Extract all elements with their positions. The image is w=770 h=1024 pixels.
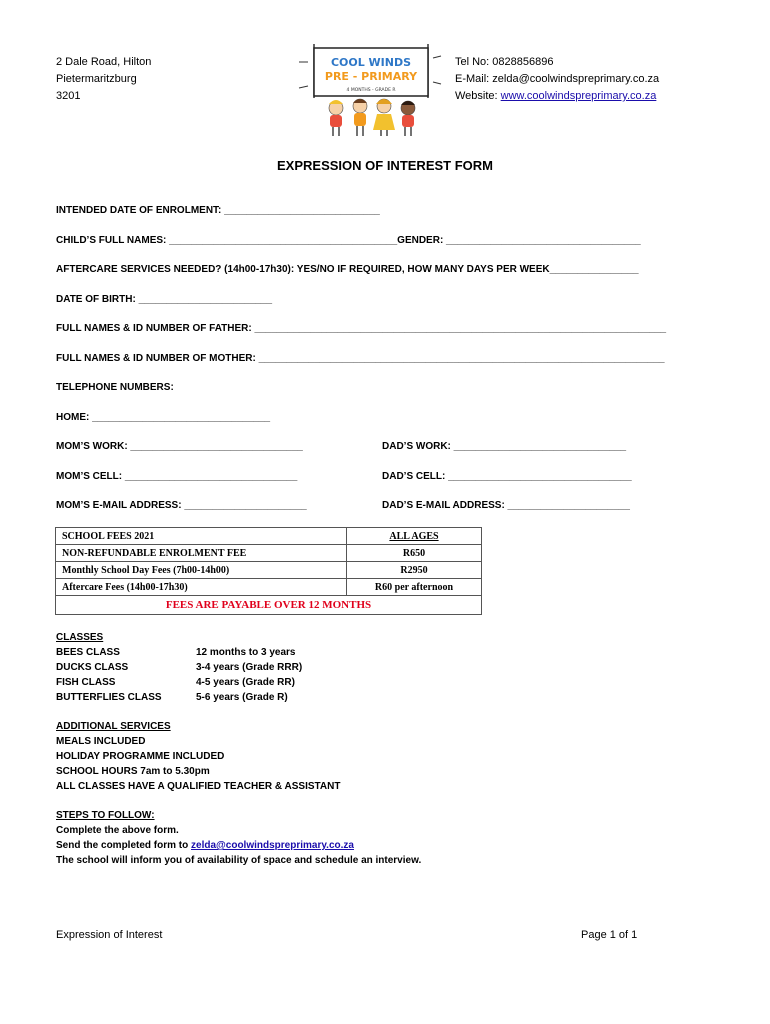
steps-section [56, 808, 421, 868]
class-name: BEES CLASS [56, 647, 120, 658]
table-row [56, 579, 482, 596]
fee-value: R2950 [347, 562, 482, 579]
date-of-birth-field[interactable]: DATE OF BIRTH: ________________________ [56, 294, 273, 305]
table-row [56, 545, 482, 562]
list-item: HOLIDAY PROGRAMME INCLUDED [56, 751, 225, 762]
dads-work-field[interactable]: DAD’S WORK: _______________________________ [382, 441, 627, 452]
home-phone-field[interactable]: HOME: ________________________________ [56, 412, 271, 423]
fees-payable-note: FEES ARE PAYABLE OVER 12 MONTHS [56, 596, 482, 615]
step-item: Complete the above form. [56, 825, 179, 836]
table-row [56, 562, 482, 579]
class-name: DUCKS CLASS [56, 662, 129, 673]
table-row [56, 596, 482, 615]
class-age: 5-6 years (Grade R) [196, 692, 288, 703]
children-illustration [329, 99, 415, 136]
step-text: Send the completed form to [56, 840, 192, 851]
school-address [56, 54, 151, 105]
dads-cell-field[interactable]: DAD’S CELL: _________________________________ [382, 471, 632, 482]
fees-table [55, 527, 482, 615]
logo-text-line1: COOL WINDS [330, 56, 412, 69]
website-link[interactable]: www.coolwindspreprimary.co.za [500, 90, 657, 102]
address-line: 2 Dale Road, Hilton [56, 56, 152, 68]
class-name: FISH CLASS [56, 677, 116, 688]
telephone-numbers-label: TELEPHONE NUMBERS: [56, 382, 174, 393]
classes-heading: CLASSES [56, 632, 104, 643]
additional-services-heading: ADDITIONAL SERVICES [56, 721, 171, 732]
fees-header-label: SCHOOL FEES 2021 [56, 528, 347, 545]
list-item: ALL CLASSES HAVE A QUALIFIED TEACHER & ASSISTANT [56, 781, 341, 792]
moms-cell-field[interactable]: MOM’S CELL: _______________________________ [56, 471, 298, 482]
website-label: Website: [455, 90, 501, 102]
aftercare-field[interactable]: AFTERCARE SERVICES NEEDED? (14h00-17h30): YES/NO IF REQUIRED, HOW MANY DAYS PER WEEK________________ [56, 264, 639, 275]
class-names [56, 645, 162, 705]
step-item: The school will inform you of availability of space and schedule an interview. [56, 855, 422, 866]
step-item [56, 838, 421, 853]
logo-text-line3: 4 MONTHS - GRADE R [346, 88, 396, 93]
page-title: EXPRESSION OF INTEREST FORM [277, 158, 493, 173]
enrolment-date-field[interactable]: INTENDED DATE OF ENROLMENT: ____________________________ [56, 205, 380, 216]
logo-text-line2: PRE - PRIMARY [324, 70, 418, 83]
footer-left: Expression of Interest [56, 929, 163, 941]
school-contact [455, 54, 659, 105]
telephone-number: Tel No: 0828856896 [455, 56, 554, 68]
father-details-field[interactable]: FULL NAMES & ID NUMBER OF FATHER: __________________________________________________________________________ [56, 323, 667, 334]
list-item: MEALS INCLUDED [56, 736, 146, 747]
class-age: 4-5 years (Grade RR) [196, 677, 295, 688]
class-age: 12 months to 3 years [196, 647, 296, 658]
moms-email-field[interactable]: MOM’S E-MAIL ADDRESS: ______________________ [56, 500, 307, 511]
mother-details-field[interactable]: FULL NAMES & ID NUMBER OF MOTHER: _________________________________________________________________________ [56, 353, 665, 364]
email-link[interactable]: zelda@coolwindspreprimary.co.za [191, 840, 354, 851]
child-names-field[interactable]: CHILD’S FULL NAMES: _________________________________________GENDER: ___________________________________ [56, 235, 641, 246]
class-ages [196, 645, 302, 705]
address-line: Pietermaritzburg [56, 73, 137, 85]
website-line [455, 88, 659, 105]
fee-label: NON-REFUNDABLE ENROLMENT FEE [56, 545, 347, 562]
fees-header-value: ALL AGES [347, 528, 482, 545]
page-number: Page 1 of 1 [581, 929, 638, 941]
additional-services-section [56, 719, 340, 794]
list-item: SCHOOL HOURS 7am to 5.30pm [56, 766, 210, 777]
dads-email-field[interactable]: DAD’S E-MAIL ADDRESS: ______________________ [382, 500, 630, 511]
class-name: BUTTERFLIES CLASS [56, 692, 162, 703]
fee-label: Aftercare Fees (14h00-17h30) [56, 579, 347, 596]
email-address: E-Mail: zelda@coolwindspreprimary.co.za [455, 73, 660, 85]
fee-label: Monthly School Day Fees (7h00-14h00) [56, 562, 347, 579]
moms-work-field[interactable]: MOM’S WORK: _______________________________ [56, 441, 303, 452]
school-logo [296, 38, 444, 140]
class-age: 3-4 years (Grade RRR) [196, 662, 303, 673]
fee-value: R60 per afternoon [347, 579, 482, 596]
classes-section [56, 630, 103, 645]
table-row [56, 528, 482, 545]
steps-heading: STEPS TO FOLLOW: [56, 810, 155, 821]
address-line: 3201 [56, 90, 81, 102]
fee-value: R650 [347, 545, 482, 562]
